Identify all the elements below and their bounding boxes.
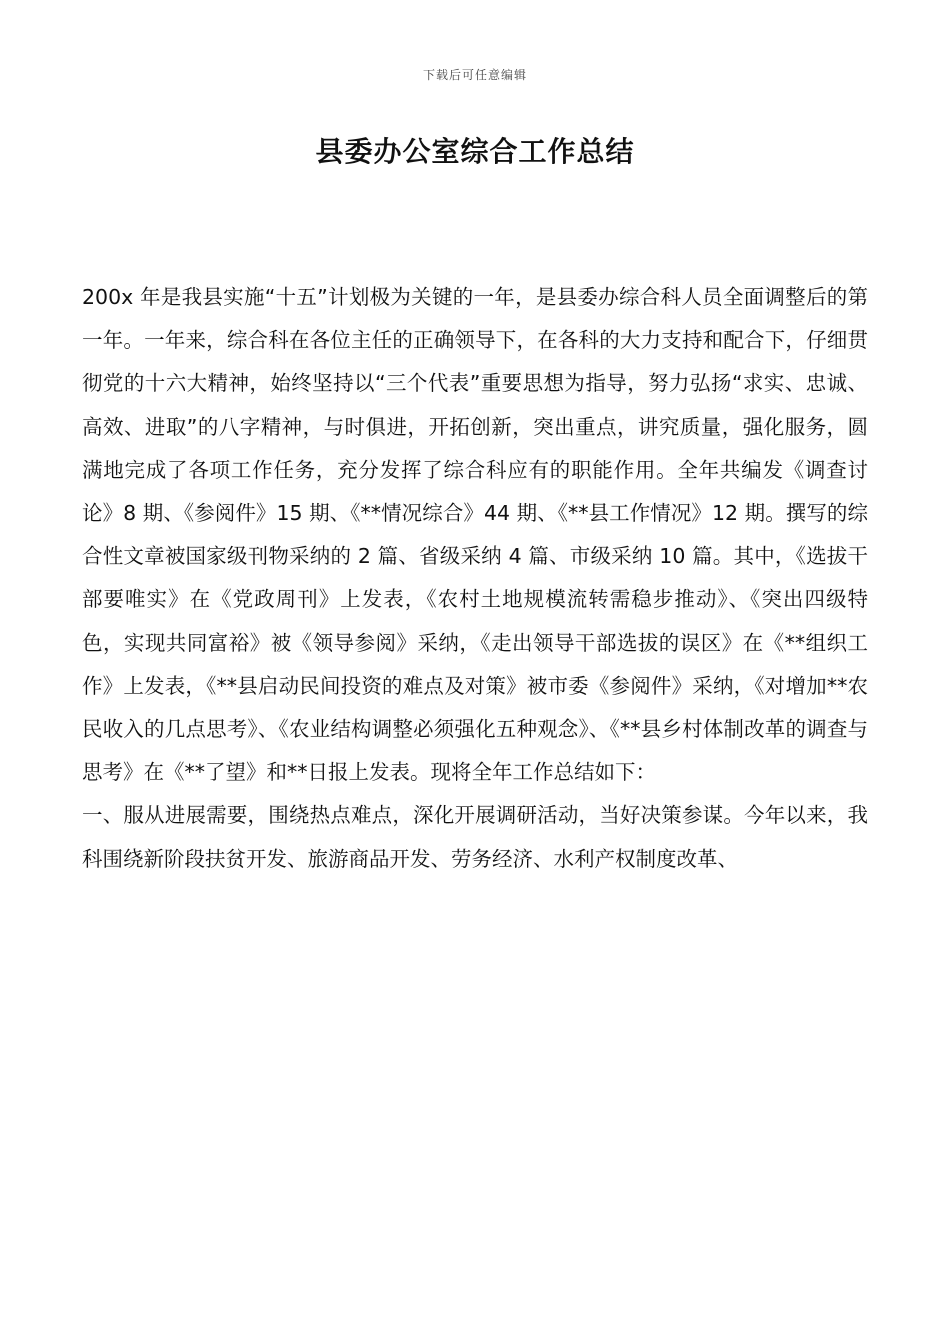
document-body <box>82 276 868 881</box>
document-title: 县委办公室综合工作总结 <box>315 135 635 168</box>
body-paragraph: 200x 年是我县实施“十五”计划极为关键的一年，是县委办综合科人员全面调整后的第一年。一年来，综合科在各位主任的正确领导下，在各科的大力支持和配合下，仔细贯彻党的十六大精神，始终坚持以“三个代表”重要思想为指导，努力弘扬“求实、忠诚、高效、进取”的八字精神，与时俱进，开拓创新，突出重点，讲究质量，强化服务，圆满地完成了各项工作任务，充分发挥了综合科应有的职能作用。全年共编发《调查讨论》8 期、《参阅件》15 期、《**情况综合》44 期、《**县工作情况》12 期。撰写的综合性文章被国家级刊物采纳的 2 篇、省级采纳 4 篇、市级采纳 10 篇。其中，《选拔干部要唯实》在《党政周刊》上发表，《农村土地规模流转需稳步推动》、《突出四级特色，实现共同富裕》被《领导参阅》采纳，《走出领导干部选拔的误区》在《**组织工作》上发表，《**县启动民间投资的难点及对策》被市委《参阅件》采纳，《对增加**农民收入的几点思考》、《农业结构调整必须强化五种观念》、《**县乡村体制改革的调查与思考》在《**了望》和**日报上发表。现将全年工作总结如下： <box>82 285 868 785</box>
header-note: 下载后可任意编辑 <box>422 68 527 82</box>
body-paragraph: 一、服从进展需要，围绕热点难点，深化开展调研活动，当好决策参谋。今年以来，我科围绕新阶段扶贫开发、旅游商品开发、劳务经济、水利产权制度改革、 <box>82 803 868 871</box>
